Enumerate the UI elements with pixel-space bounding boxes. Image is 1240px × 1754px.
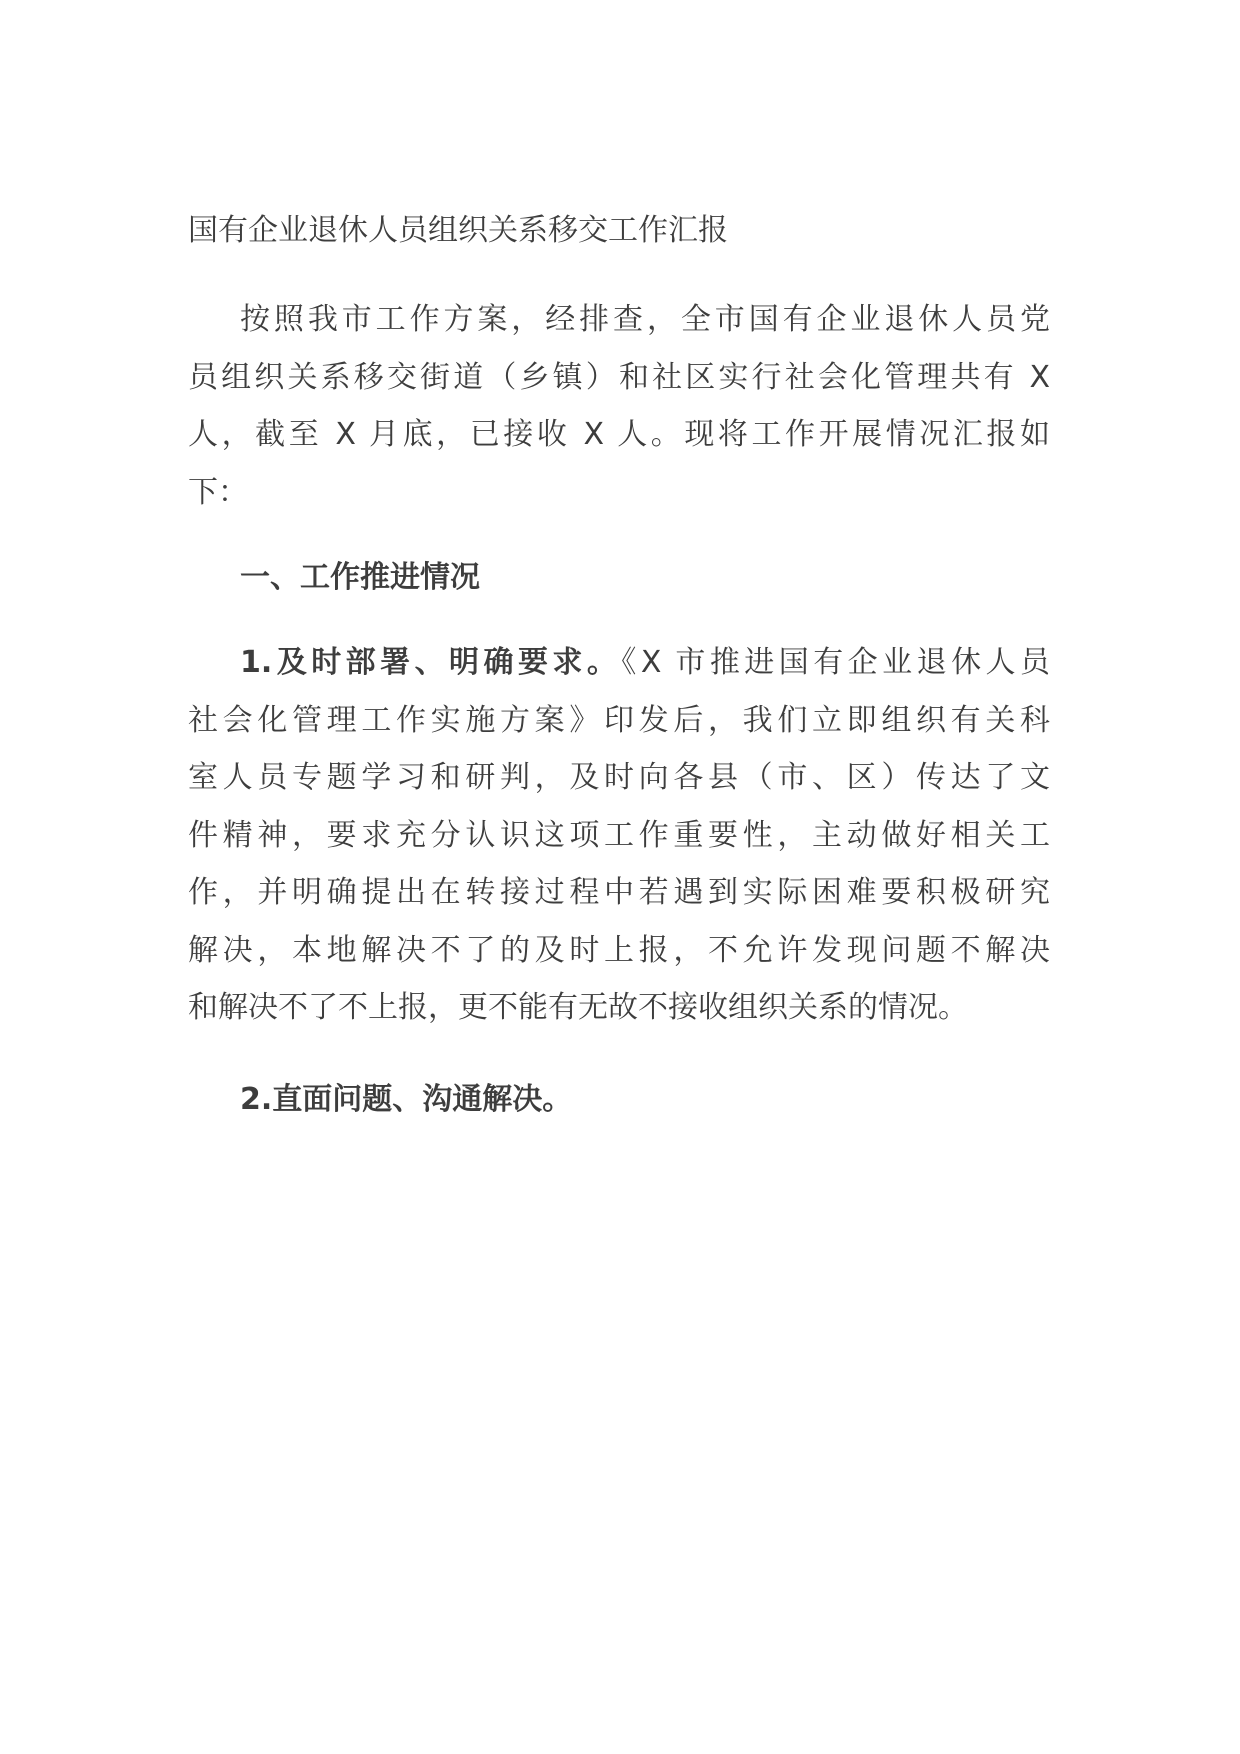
paragraph-line: 件精神，要求充分认识这项工作重要性，主动做好相关工: [188, 817, 1050, 853]
document-title: 国有企业退休人员组织关系移交工作汇报: [188, 213, 728, 248]
paragraph-line: 员组织关系移交街道（乡镇）和社区实行社会化管理共有 X: [188, 359, 1050, 395]
section-1: [188, 549, 1050, 607]
intro-paragraph: [188, 291, 1050, 521]
paragraph-line: 解决，本地解决不了的及时上报，不允许发现问题不解决: [188, 932, 1050, 968]
section-heading-text: 一、工作推进情况: [240, 560, 480, 595]
paragraph-line: 人，截至 X 月底，已接收 X 人。现将工作开展情况汇报如: [188, 417, 1050, 452]
section-heading: [188, 549, 1050, 607]
item-2-lead: 2.直面问题、沟通解决。: [240, 1082, 573, 1117]
paragraph-line: 按照我市工作方案，经排查，全市国有企业退休人员党: [240, 302, 1050, 337]
paragraph-line: 社会化管理工作实施方案》印发后，我们立即组织有关科: [188, 702, 1050, 738]
paragraph-line: [188, 634, 1050, 692]
item-2-paragraph: [188, 1071, 1050, 1129]
paragraph-line: 作，并明确提出在转接过程中若遇到实际困难要积极研究: [188, 875, 1050, 910]
paragraph-line: [188, 1071, 1050, 1129]
item-1-first-line: 《X 市推进国有企业退休人员: [621, 645, 1050, 680]
item-1-paragraph: [188, 634, 1050, 1037]
paragraph-line: 室人员专题学习和研判，及时向各县（市、区）传达了文: [188, 760, 1050, 795]
item-1-lead: 1.及时部署、明确要求。: [240, 645, 622, 680]
paragraph-line: 下：: [188, 474, 248, 510]
paragraph-line: 和解决不了不上报，更不能有无故不接收组织关系的情况。: [188, 990, 968, 1025]
